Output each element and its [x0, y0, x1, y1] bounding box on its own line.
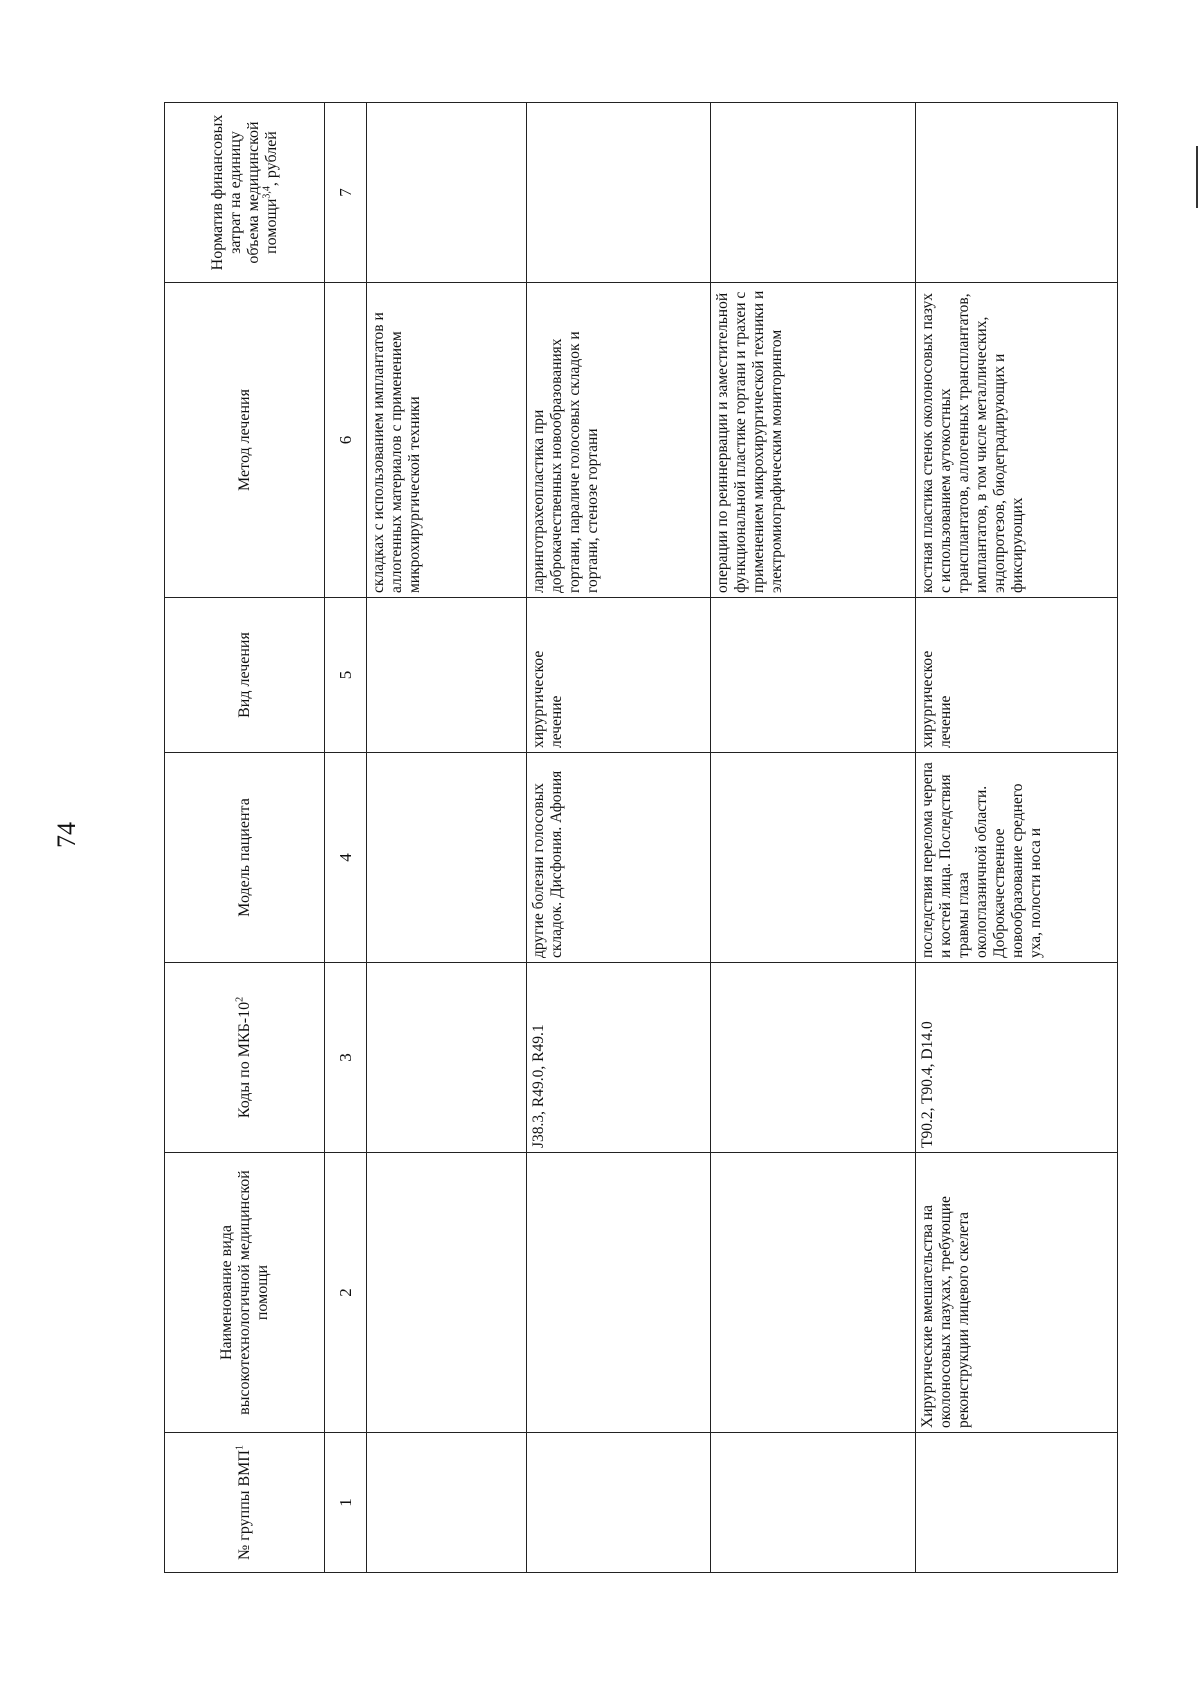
header-patient-model: Модель пациента: [165, 753, 325, 963]
table-row: [711, 103, 916, 1573]
table-row: [916, 103, 1118, 1573]
column-number: 1: [325, 1433, 367, 1573]
column-number-row: [325, 103, 367, 1573]
cell-treatment-type: хирургическое лечение: [916, 598, 1118, 753]
column-number: 5: [325, 598, 367, 753]
cell-method: операции по реиннервации и заместительной функциональной пластике гортани и трахеи с применением микрохирургической техники и электромиографическим мониторингом: [711, 283, 916, 598]
cell-group: [367, 1433, 527, 1573]
cell-name: Хирургические вмешательства на околоносовых пазухах, требующие реконструкции лицевого скелета: [916, 1153, 1118, 1433]
page-number: 74: [52, 822, 81, 848]
table-row: [367, 103, 527, 1573]
table-row: [527, 103, 711, 1573]
cell-name: [527, 1153, 711, 1433]
cell-name: [711, 1153, 916, 1433]
header-cost-norm: Норматив финансовых затрат на единицу объема медицинской помощи$^{3,4}$, рублей: [165, 103, 325, 283]
header-group-number: № группы ВМП$^1$: [165, 1433, 325, 1573]
cell-treatment-type: хирургическое лечение: [527, 598, 711, 753]
column-number: 7: [325, 103, 367, 283]
cell-norm: [916, 103, 1118, 283]
cell-codes: J38.3, R49.0, R49.1: [527, 963, 711, 1153]
cell-method: костная пластика стенок околоносовых пазух с использованием аутокостных трансплантатов, аллогенных трансплантатов, имплантатов, в том числе металлических, эндопротезов, биодеградирующих и фиксирующих: [916, 283, 1118, 598]
header-icd-codes: Коды по МКБ-$10^2$: [165, 963, 325, 1153]
vmp-table: [164, 102, 1118, 1573]
cell-method: ларинготрахеопластика при доброкачественных новообразованиях гортани, параличе голосовых складок и гортани, стенозе гортани: [527, 283, 711, 598]
cell-norm: [527, 103, 711, 283]
cell-treatment-type: [367, 598, 527, 753]
cell-codes: [367, 963, 527, 1153]
column-number: 6: [325, 283, 367, 598]
header-vmp-name: Наименование вида высокотехнологичной медицинской помощи: [165, 1153, 325, 1433]
column-number: 2: [325, 1153, 367, 1433]
cell-model: другие болезни голосовых складок. Дисфония. Афония: [527, 753, 711, 963]
header-treatment-type: Вид лечения: [165, 598, 325, 753]
vmp-table-rotated: [164, 103, 1117, 1573]
cell-norm: [711, 103, 916, 283]
cell-model: последствия перелома черепа и костей лица. Последствия травмы глаза окологлазничной области. Доброкачественное новообразование среднего уха, полости носа и: [916, 753, 1118, 963]
cell-name: [367, 1153, 527, 1433]
edge-mark: [1196, 146, 1198, 208]
column-number: 4: [325, 753, 367, 963]
cell-model: [367, 753, 527, 963]
cell-group: [527, 1433, 711, 1573]
cell-norm: [367, 103, 527, 283]
header-treatment-method: Метод лечения: [165, 283, 325, 598]
column-number: 3: [325, 963, 367, 1153]
cell-treatment-type: [711, 598, 916, 753]
header-row: [165, 103, 325, 1573]
cell-model: [711, 753, 916, 963]
cell-codes: [711, 963, 916, 1153]
cell-group: [916, 1433, 1118, 1573]
cell-method: складках с использованием имплантатов и аллогенных материалов с применением микрохирургической техники: [367, 283, 527, 598]
cell-group: [711, 1433, 916, 1573]
cell-codes: T90.2, T90.4, D14.0: [916, 963, 1118, 1153]
